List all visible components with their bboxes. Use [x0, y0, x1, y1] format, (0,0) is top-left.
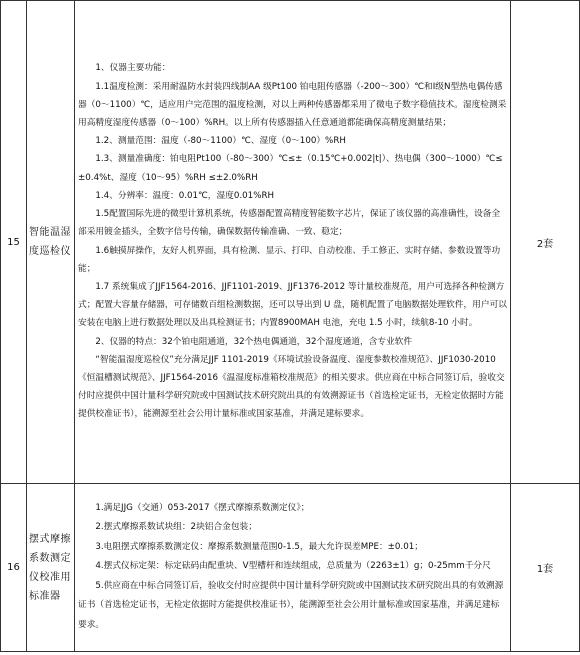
item-quantity: 1套: [511, 484, 580, 652]
spec-paragraph: 2、仪器的特点：32个铂电阻通道，32个热电偶通道，32个湿度通道，含专业软件: [95, 336, 413, 347]
item-name: 摆式摩擦系数测定仪校准用标准器: [27, 484, 75, 652]
spec-paragraph: 4.摆式仪标定架：标定砝码由配重块、V型槽杆和连续组成，总质量为（2263±1）g；0-25mm千分尺: [95, 561, 491, 572]
spec-paragraph: 1.7 系统集成了JJF1564-2016、JJF1101-2019、JJF1376-2012 等计量校准规范，用户可选择各种检测方式；配置大容量存储器，可存储数百组检测数据，还可以导出到 U 盘，随机配置了电脑数据处理软件，用户可以安装在电脑上进行数据处理以及出具检测证书；内置8900MAH 电池，充电 1.5 小时，续航8-10 小时。: [78, 281, 507, 329]
spec-paragraph: 1.2、测量范围：温度（-80～1100）℃、湿度（0～100）%RH: [95, 136, 346, 147]
item-description: [75, 1, 511, 484]
spec-paragraph: 1.4、分辨率：温度：0.01℃，湿度0.01%RH: [95, 190, 275, 201]
spec-paragraph: 1.5配置国际先进的微型计算机系统，传感器配置高精度智能数字芯片，保证了该仪器的高准确性，设备全部采用镀金插头，全数字信号传输，确保数据传输准确、一致、稳定；: [78, 209, 501, 238]
spec-paragraph: 3.电阻摆式摩擦系数测定仪：摩擦系数测量范围0-1.5，最大允许误差MPE：±0.01；: [95, 541, 423, 552]
spec-paragraph: 1.1温度检测：采用耐温防水封装四线制AA 级Pt100 铂电阻传感器（-200～300）℃和I级N型热电偶传感器（0～1100）℃，适应用户完范围的温度检测，对以上两种传感器都采用了微电子数字稳值技术。湿度检测采用高精度湿度传感器（0～100）%RH。以上所有传感器插入任意通道都能确保高精度测量结果；: [78, 81, 507, 129]
spec-paragraph: 2.摆式摩擦系数试块组：2块铝合金包装；: [95, 522, 257, 533]
table-row: [1, 484, 580, 652]
spec-paragraph: 1.3、测量准确度：铂电阻Pt100（-80～300）℃≤±（0.15℃+0.002|t|）、热电偶（300～1000）℃≤±0.4%t、湿度（10～95）%RH ≤±2.0%RH: [78, 154, 503, 183]
item-description: [75, 484, 511, 652]
spec-paragraph: 1、仪器主要功能：: [95, 63, 171, 74]
spec-paragraph: “智能温湿度巡检仪”充分满足JJF 1101-2019《环境试验设备温度、湿度参数校准规范》、JJF1030-2010《恒温槽测试规范》、JJF1564-2016《温湿度标准箱校准规范》的相关要求。供应商在中标合同签订后，验收交付时应提供中国计量科学研究院或中国测试技术研究院出具的有效溯源证书（首选检定证书，无检定依据时方能提供校准证书），能溯源至社会公用计量标准或国家基准，并满足建标要求。: [78, 354, 505, 420]
item-name: 智能温湿度巡检仪: [27, 1, 75, 484]
item-number: 15: [1, 1, 27, 484]
item-number: 16: [1, 484, 27, 652]
item-quantity: 2套: [511, 1, 580, 484]
spec-paragraph: 5.供应商在中标合同签订后，验收交付时应提供中国计量科学研究院或中国测试技术研究院出具的有效溯源证书（首选检定证书，无检定依据时方能提供校准证书），能溯源至社会公用计量标准或国家基准，并满足建标要求。: [78, 580, 504, 630]
spec-paragraph: 1.满足JJG（交通）053-2017《摆式摩擦系数测定仪》；: [95, 502, 310, 513]
table-row: [1, 1, 580, 484]
spec-paragraph: 1.6触摸屏操作，友好人机界面，具有检测、显示、打印、自动校准、手工修正、实时存储、参数设置等功能；: [78, 245, 501, 274]
